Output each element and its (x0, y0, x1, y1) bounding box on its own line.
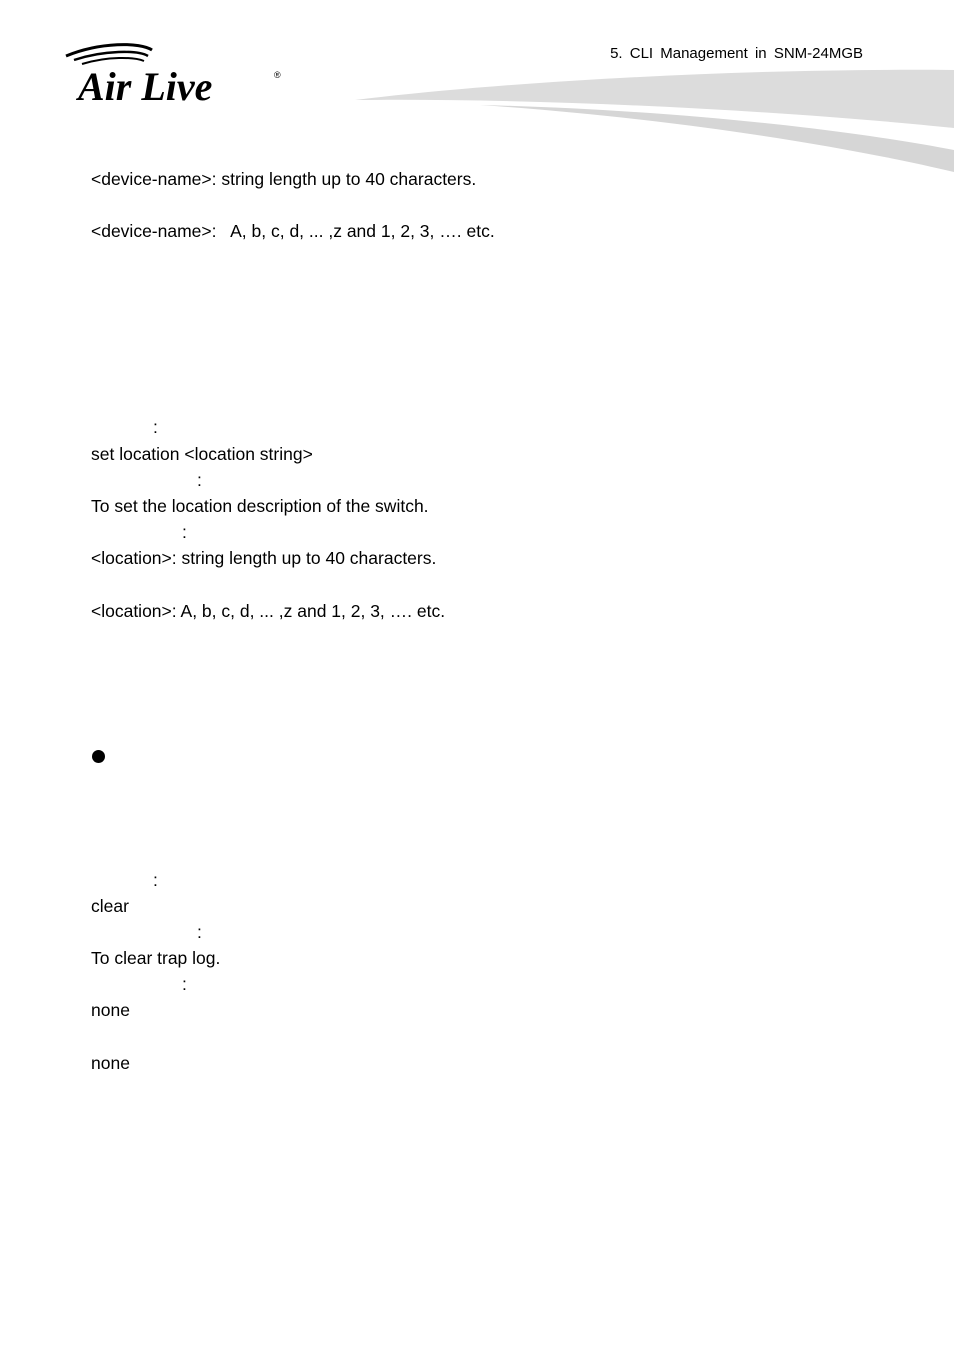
device-name-example: <device-name>: A, b, c, d, ... ,z and 1, 2, 3, …. etc. (91, 221, 495, 241)
page-header-title: 5. CLI Management in SNM-24MGB (610, 45, 863, 62)
clear-syntax-colon: : (153, 870, 158, 890)
clear-description-colon: : (197, 922, 202, 942)
clear-argument: none (91, 1000, 130, 1020)
clear-argument-colon: : (182, 974, 187, 994)
location-argument: <location>: string length up to 40 characters. (91, 548, 437, 568)
location-syntax: set location <location string> (91, 444, 313, 464)
location-description-colon: : (197, 470, 202, 490)
clear-syntax: clear (91, 896, 129, 916)
airlive-logo (60, 40, 295, 110)
location-possible-values: <location>: A, b, c, d, ... ,z and 1, 2, 3, …. etc. (91, 601, 446, 621)
section-bullet (92, 750, 105, 763)
location-syntax-colon: : (153, 417, 158, 437)
clear-description: To clear trap log. (91, 948, 221, 968)
logo-text: Air Live (78, 64, 213, 109)
location-description: To set the location description of the switch. (91, 496, 429, 516)
device-name-parameter: <device-name>: string length up to 40 characters. (91, 169, 477, 189)
location-argument-colon: : (182, 522, 187, 542)
clear-possible-values: none (91, 1053, 130, 1073)
svg-text:®: ® (274, 70, 281, 80)
